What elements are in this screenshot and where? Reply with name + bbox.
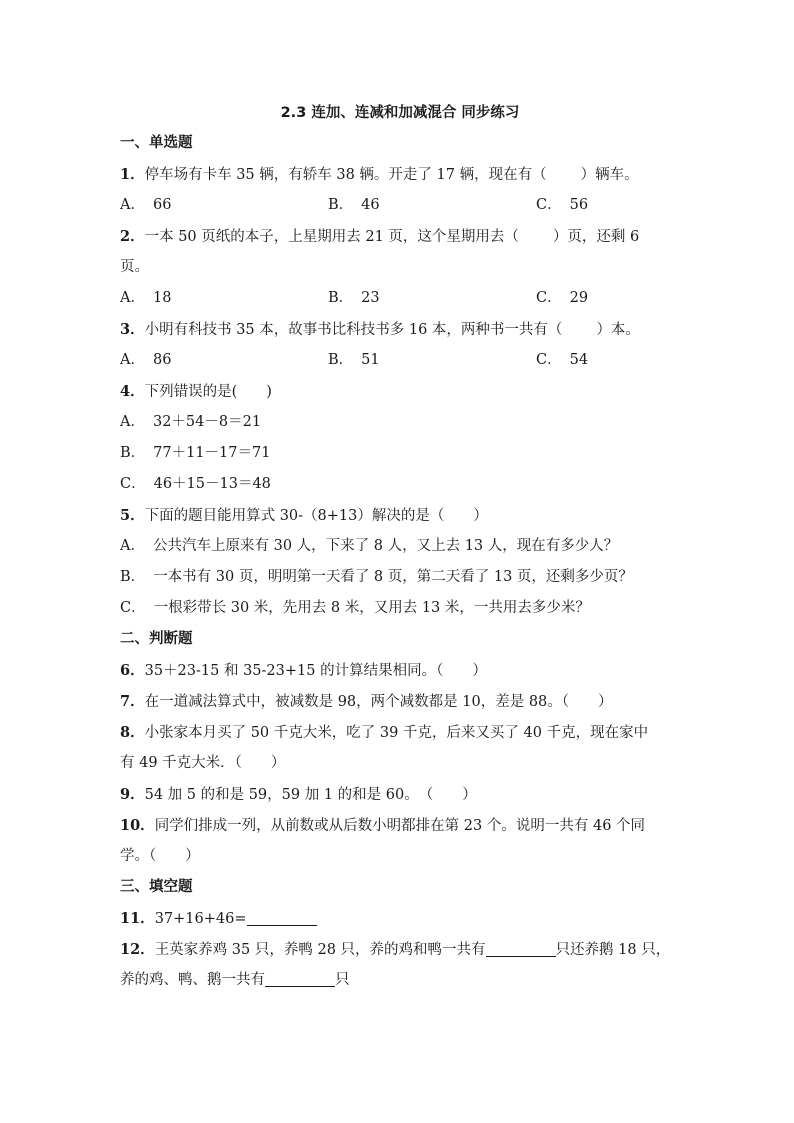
option-c[interactable]: C． 29 <box>536 290 589 306</box>
question-text: 同学们排成一列，从前数或从后数小明都排在第 23 个。说明一共有 46 个同 <box>154 818 646 834</box>
question-number: 6． <box>120 662 145 679</box>
worksheet-page <box>120 98 680 996</box>
question-number: 12． <box>120 941 155 958</box>
option-c[interactable]: C． 一根彩带长 30 米，先用去 8 米，又用去 13 米，一共用去多少米？ <box>120 600 590 616</box>
question-text: 小明有科技书 35 本，故事书比科技书多 16 本，两种书一共有（ <box>144 322 563 338</box>
question-text: 一本 50 页纸的本子，上星期用去 21 页，这个星期用去（ <box>144 229 519 245</box>
question-3 <box>120 314 680 345</box>
option-b[interactable]: B． 46 <box>328 197 380 213</box>
question-number: 3． <box>120 321 145 338</box>
question-text: 在一道减法算式中，被减数是 98，两个减数都是 10，差是 88。（ ） <box>144 694 613 710</box>
question-4 <box>120 376 680 407</box>
options-q3 <box>120 345 680 376</box>
question-8-cont: 有 49 千克大米．（ ） <box>120 755 286 771</box>
option-c[interactable]: C． 46＋15－13＝48 <box>120 476 271 492</box>
question-text: 停车场有卡车 35 辆，有轿车 38 辆。开走了 17 辆，现在有（ <box>144 167 547 183</box>
option-b[interactable]: B． 一本书有 30 页，明明第一天看了 8 页，第二天看了 13 页，还剩多少页？ <box>120 569 633 585</box>
question-9 <box>120 779 680 810</box>
question-number: 7． <box>120 693 145 710</box>
question-text: 54 加 5 的和是 59，59 加 1 的和是 60。 （ ） <box>144 787 477 803</box>
question-text: 王英家养鸡 35 只，养鸭 28 只，养的鸡和鸭一共有 <box>154 942 486 958</box>
question-10-cont: 学。（ ） <box>120 848 200 864</box>
question-text: 35＋23-15 和 35-23+15 的计算结果相同。（ ） <box>144 663 487 679</box>
question-number: 9． <box>120 786 145 803</box>
question-1 <box>120 159 680 190</box>
question-number: 5． <box>120 507 145 524</box>
question-text: 37+16+46= <box>154 911 247 927</box>
question-number: 4． <box>120 383 145 400</box>
question-7 <box>120 686 680 717</box>
answer-blank[interactable] <box>486 940 556 957</box>
option-a[interactable]: A． 18 <box>120 290 172 306</box>
option-c[interactable]: C． 54 <box>536 352 589 368</box>
option-b[interactable]: B． 77＋11－17＝71 <box>120 445 271 461</box>
question-text: ）页，还剩 6 <box>552 229 640 245</box>
question-8 <box>120 717 680 748</box>
question-text: 只还养鹅 18 只， <box>555 942 671 958</box>
question-number: 11． <box>120 910 155 927</box>
question-6 <box>120 655 680 686</box>
option-c[interactable]: C． 56 <box>536 197 589 213</box>
question-12 <box>120 934 680 965</box>
option-b[interactable]: B． 51 <box>328 352 380 368</box>
question-number: 2． <box>120 228 145 245</box>
question-12-cont <box>120 965 680 996</box>
question-number: 10． <box>120 817 155 834</box>
option-a[interactable]: A． 32＋54－8＝21 <box>120 414 262 430</box>
question-10 <box>120 810 680 841</box>
page-title: 2.3 连加、连减和加减混合 同步练习 <box>280 105 520 121</box>
question-number: 8． <box>120 724 145 741</box>
question-text: 小张家本月买了 50 千克大米，吃了 39 千克，后来又买了 40 千克，现在家中 <box>144 725 649 741</box>
question-11 <box>120 903 680 934</box>
option-a[interactable]: A． 66 <box>120 197 172 213</box>
question-2 <box>120 221 680 252</box>
options-q1 <box>120 190 680 221</box>
question-number: 1． <box>120 166 145 183</box>
question-text: 下面的题目能用算式 30-（8+13）解决的是（ ） <box>144 508 488 524</box>
section-fill-blank: 三、填空题 <box>120 879 193 895</box>
question-2-cont: 页。 <box>120 259 149 275</box>
section-single-choice: 一、单选题 <box>120 135 193 151</box>
question-5 <box>120 500 680 531</box>
question-text: 下列错误的是( ) <box>144 384 272 400</box>
question-text: ）本。 <box>596 322 640 338</box>
options-q2 <box>120 283 680 314</box>
question-text: 养的鸡、鸭、鹅一共有 <box>120 972 265 988</box>
option-a[interactable]: A． 86 <box>120 352 172 368</box>
answer-blank[interactable] <box>247 909 317 926</box>
option-a[interactable]: A． 公共汽车上原来有 30 人，下来了 8 人，又上去 13 人，现在有多少人？ <box>120 538 619 554</box>
question-text: ）辆车。 <box>580 167 639 183</box>
answer-blank[interactable] <box>265 970 335 987</box>
question-text: 只 <box>335 972 350 988</box>
section-true-false: 二、判断题 <box>120 631 193 647</box>
option-b[interactable]: B． 23 <box>328 290 380 306</box>
